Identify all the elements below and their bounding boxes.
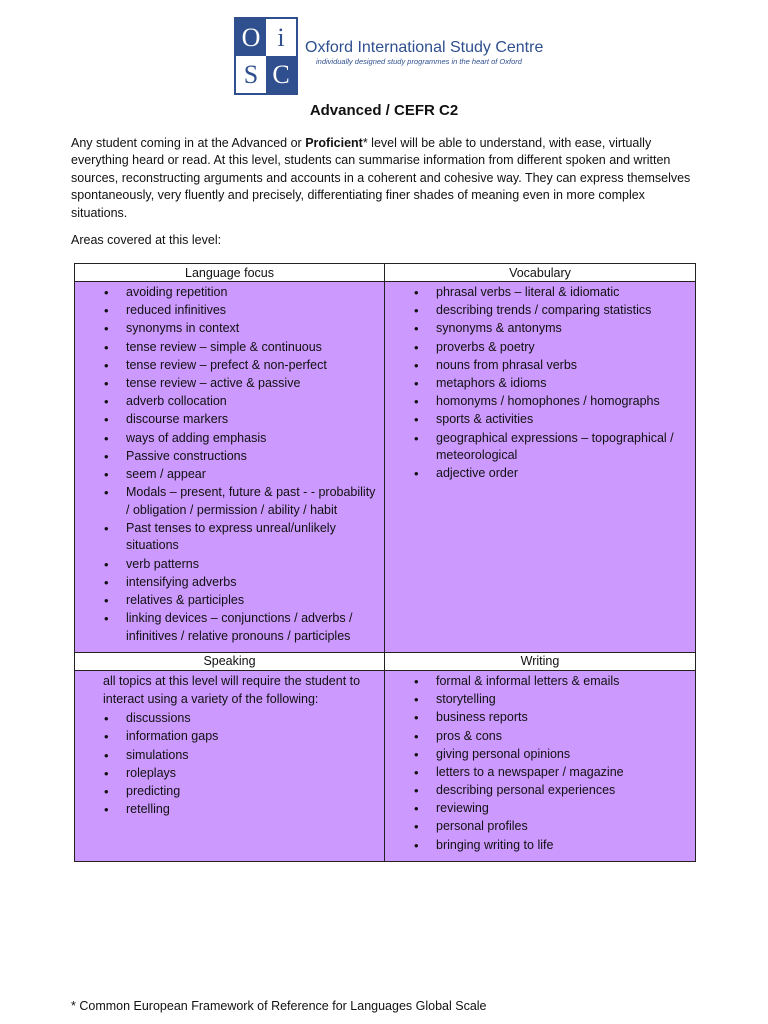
language-focus-heading: Language focus	[75, 264, 385, 282]
list-item: • simulations	[75, 747, 384, 765]
list-item: • predicting	[75, 783, 384, 801]
list-item: • bringing writing to life	[385, 837, 695, 855]
list-item: • avoiding repetition	[75, 284, 384, 302]
list-item: • retelling	[75, 801, 384, 819]
list-item: • relatives & participles	[75, 592, 384, 610]
list-item: • synonyms in context	[75, 320, 384, 338]
speaking-cell	[75, 670, 385, 861]
oisc-logo	[234, 17, 298, 95]
writing-list	[385, 671, 695, 861]
logo-letter-i: i	[266, 19, 296, 56]
writing-heading: Writing	[385, 652, 696, 670]
list-item: • proverbs & poetry	[385, 339, 695, 357]
list-item: • tense review – active & passive	[75, 375, 384, 393]
speaking-intro: all topics at this level will require the student to interact using a variety of the following:	[103, 673, 361, 706]
speaking-list	[75, 708, 384, 825]
language-focus-cell	[75, 282, 385, 653]
list-item: • information gaps	[75, 728, 384, 746]
list-item: • metaphors & idioms	[385, 375, 695, 393]
intro-text-rest: * level will be able to understand, with ease, virtually everything heard or read. At this level, students can summarise information from different spoken and written sources, reconstructing arguments and accounts in a coherent and cohesive way. They can express themselves spontaneously, very fluently and precisely, differentiating finer shades of meaning even in more complex situations.	[71, 136, 691, 220]
brand-tagline: individually designed study programmes in the heart of Oxford	[316, 57, 522, 66]
list-item: • reviewing	[385, 800, 695, 818]
table-row	[75, 282, 696, 653]
list-item: • tense review – prefect & non-perfect	[75, 357, 384, 375]
speaking-heading: Speaking	[75, 652, 385, 670]
list-item: • adjective order	[385, 465, 695, 483]
vocabulary-list	[385, 282, 695, 489]
brand-name: Oxford International Study Centre	[305, 39, 544, 56]
table-header-row	[75, 652, 696, 670]
list-item: • discourse markers	[75, 411, 384, 429]
areas-label: Areas covered at this level:	[71, 233, 222, 247]
list-item: • tense review – simple & continuous	[75, 339, 384, 357]
list-item: • Passive constructions	[75, 448, 384, 466]
list-item: • reduced infinitives	[75, 302, 384, 320]
vocabulary-cell	[385, 282, 696, 653]
curriculum-table	[74, 263, 696, 862]
logo-letter-o: O	[236, 19, 266, 56]
list-item: • discussions	[75, 710, 384, 728]
list-item: • Modals – present, future & past - - probability / obligation / permission / ability / habit	[75, 484, 384, 519]
list-item: • verb patterns	[75, 556, 384, 574]
list-item: • personal profiles	[385, 818, 695, 836]
table-header-row	[75, 264, 696, 282]
logo-letter-c: C	[266, 56, 296, 93]
list-item: • formal & informal letters & emails	[385, 673, 695, 691]
list-item: • geographical expressions – topographical / meteorological	[385, 430, 695, 465]
intro-paragraph	[71, 135, 703, 222]
list-item: • storytelling	[385, 691, 695, 709]
list-item: • adverb collocation	[75, 393, 384, 411]
list-item: • business reports	[385, 709, 695, 727]
list-item: • seem / appear	[75, 466, 384, 484]
list-item: • synonyms & antonyms	[385, 320, 695, 338]
list-item: • phrasal verbs – literal & idiomatic	[385, 284, 695, 302]
list-item: • homonyms / homophones / homographs	[385, 393, 695, 411]
vocabulary-heading: Vocabulary	[385, 264, 696, 282]
writing-cell	[385, 670, 696, 861]
list-item: • sports & activities	[385, 411, 695, 429]
list-item: • pros & cons	[385, 728, 695, 746]
logo-letter-s: S	[236, 56, 266, 93]
list-item: • letters to a newspaper / magazine	[385, 764, 695, 782]
intro-bold-term: Proficient	[305, 136, 363, 150]
list-item: • nouns from phrasal verbs	[385, 357, 695, 375]
list-item: • giving personal opinions	[385, 746, 695, 764]
list-item: • Past tenses to express unreal/unlikely situations	[75, 520, 384, 555]
language-focus-list	[75, 282, 384, 652]
list-item: • describing personal experiences	[385, 782, 695, 800]
table-row	[75, 670, 696, 861]
list-item: • describing trends / comparing statistics	[385, 302, 695, 320]
list-item: • roleplays	[75, 765, 384, 783]
footnote: * Common European Framework of Reference for Languages Global Scale	[71, 999, 487, 1013]
list-item: • ways of adding emphasis	[75, 430, 384, 448]
page-title: Advanced / CEFR C2	[309, 102, 459, 119]
list-item: • linking devices – conjunctions / adverbs / infinitives / relative pronouns / participles	[75, 610, 384, 645]
intro-text-start: Any student coming in at the Advanced or	[71, 136, 306, 150]
list-item: • intensifying adverbs	[75, 574, 384, 592]
